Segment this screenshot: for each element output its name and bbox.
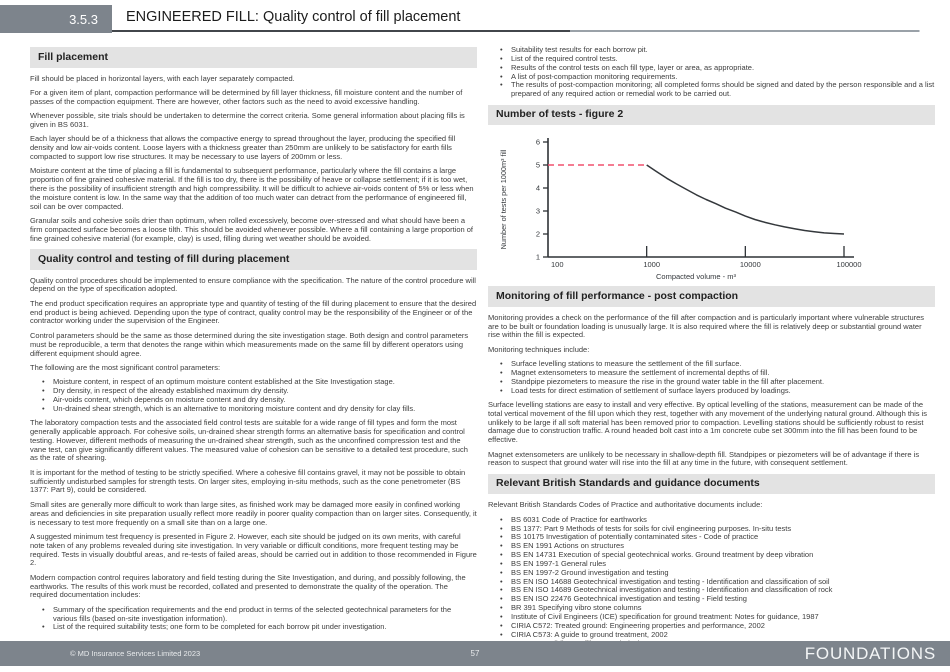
bullet-item: • List of the required suitability tests; one form to be completed for each borrow pit under investigation.	[42, 623, 477, 632]
paragraph: Monitoring techniques include:	[488, 344, 590, 354]
paragraph: Small sites are generally more difficult to work than large sites, as finished work may be damaged more easily in confined working areas and deficiencies in site preparation usually reflect more readily in poorer quality compaction than on larger sites. Consequently, it is necessary to test more frequently on a small site than on a large one.	[30, 499, 477, 527]
bullet-list	[30, 606, 477, 633]
copyright-text: © MD Insurance Services Limited 2023	[70, 649, 201, 658]
section-number-box	[0, 5, 112, 33]
bullet-item: • BS EN ISO 14689 Geotechnical investigation and testing - Identification and classification of rock	[500, 586, 935, 595]
bullet-item: • BS EN 1991 Actions on structures	[500, 542, 935, 551]
bullet-item: • BS EN ISO 14688 Geotechnical investigation and testing - Identification and classification of soil	[500, 578, 935, 587]
bullet-list	[488, 46, 935, 99]
paragraph: Quality control procedures should be implemented to ensure compliance with the specification. The nature of the control procedure will depend on the type of specification adopted.	[30, 275, 476, 294]
paragraph: Monitoring provides a check on the performance of the fill after compaction and is particularly important where vulnerable structures are to be built or foundation loading is unusually large. It is also required where the fill is relatively deep or substantial ground water rise within the fill is expected.	[488, 312, 925, 340]
header-rule	[0, 30, 950, 32]
bullet-item: • List of the required control tests.	[500, 55, 935, 64]
x-tick-label: 1000	[643, 260, 661, 270]
section-heading: Number of tests - figure 2	[488, 105, 935, 126]
bullet-item: • Institute of Civil Engineers (ICE) specification for ground treatment: Notes for guidance, 1987	[500, 613, 935, 622]
bullet-item: • BS 10175 Investigation of potentially contaminated sites - Code of practice	[500, 533, 935, 542]
content-columns	[0, 33, 950, 663]
bullet-item: • The results of post-compaction monitoring; all completed forms should be signed and dated by the person responsible and a list prepared of any required action or remedial work to be carried out.	[500, 81, 935, 99]
section-heading: Fill placement	[30, 47, 477, 68]
bullet-item: • BS EN 14731 Execution of special geotechnical works. Ground treatment by deep vibration	[500, 551, 935, 560]
bullet-item: • BS EN 1997-1 General rules	[500, 560, 935, 569]
y-tick-label: 6	[535, 137, 540, 147]
y-axis-label: Number of tests per 1000m³ fill	[499, 149, 508, 250]
section-number: 3.5.3	[69, 11, 98, 27]
bullet-list	[488, 360, 935, 395]
x-axis-label: Compacted volume - m³	[655, 272, 737, 282]
section-heading: Quality control and testing of fill during placement	[30, 249, 477, 270]
x-tick-label: 100	[551, 260, 564, 270]
figure-2-chart	[488, 132, 935, 282]
paragraph: Surface levelling stations are easy to install and very effective. By optical levelling of the stations, measurement can be made of the total vertical movement of the fill upon which they rest, together with any movement of the underlying natural ground. Although this is unlikely to be large if all soft material has been removed prior to compaction. Levelling stations should be sufficiently robust to resist damage due to construction traffic. A round headed bolt cast into a 1m concrete cube set 300mm into the fill has been found to be effective.	[488, 399, 927, 445]
paragraph: Modern compaction control requires laboratory and field testing during the Site Investigation, and during, and possibly following, the earthworks. The results of this work must be recorded, collated and presented to demonstrate the quality of the operation. The required documentation includes:	[30, 572, 466, 600]
section-heading: Monitoring of fill performance - post compaction	[488, 286, 935, 307]
bullet-item: • Surface levelling stations to measure the settlement of the fill surface.	[500, 360, 935, 369]
bullet-item: • BS 6031 Code of Practice for earthworks	[500, 516, 935, 525]
bullet-item: • Summary of the specification requirements and the end product in terms of the selected geotechnical parameters for the various fills (based on-site investigation information).	[42, 606, 477, 624]
paragraph: A suggested minimum test frequency is presented in Figure 2. However, each site should be judged on its own merits, with careful note taken of any problems revealed during site investigation. In very variable or difficult conditions, more frequent testing may be required. Tests in visually doubtful areas, and re-tests of failed areas, should be carried out in addition to those recommended in Figure 2.	[30, 531, 477, 568]
paragraph: For a given item of plant, compaction performance will be determined by fill layer thickness, fill moisture content and the number of passes of the compaction equipment. There are however, other factors such as the need to avoid excessive handling.	[30, 87, 463, 106]
x-tick-label: 100000	[836, 260, 862, 270]
bullet-item: • Standpipe piezometers to measure the rise in the ground water table in the fill after placement.	[500, 378, 935, 387]
paragraph: Relevant British Standards Codes of Practice and authoritative documents include:	[488, 500, 763, 510]
bullet-item: • BS EN ISO 22476 Geotechnical investigation and testing - Field testing	[500, 595, 935, 604]
y-tick-label: 4	[535, 183, 540, 193]
left-column	[30, 46, 477, 663]
page-header	[0, 0, 950, 33]
x-tick-label: 10000	[739, 260, 761, 270]
paragraph: Whenever possible, site trials should be undertaken to determine the correct criteria. Some general information about placing fills is given in BS 6031.	[30, 111, 465, 129]
paragraph: The laboratory compaction tests and the associated field control tests are suitable for a wide range of fill types and form the most generally applicable approach. For cohesive soils, un-drained shear strength forms an alternative basis for specification and control testing. However, different methods of measuring the un-drained shear strength, such as the unconfined compression test and the vane test, can give significantly different values. The measured value of cohesion can be sensitive to a detailed test procedure, such as the rate of shearing.	[30, 418, 468, 463]
bullet-item: • CIRIA C572: Treated ground: Engineering properties and performance, 2002	[500, 622, 935, 631]
bullet-item: • Results of the control tests on each fill type, layer or area, as appropriate.	[500, 64, 935, 73]
bullet-item: • Moisture content, in respect of an optimum moisture content established at the Site Investigation stage.	[42, 378, 477, 387]
page-number: 57	[470, 649, 480, 658]
y-tick-label: 2	[535, 229, 540, 239]
right-column	[488, 46, 935, 663]
paragraph: Moisture content at the time of placing a fill is fundamental to subsequent performance, particularly where the fill contains a large proportion of fine grained cohesive material. If the fill is too dry, there is the possibility of heave or collapse settlement; if it is too wet, there is the possibility of insufficient strength and high compressibility. It will be difficult to achieve air-voids content of 5% or less when the moisture content is low. In the same way that the addition of too much water can detract from the performance of engineered fill, soil can be over compacted.	[30, 166, 474, 211]
bullet-item: • BS 1377: Part 9 Methods of tests for soils for civil engineering purposes. In-situ tests	[500, 525, 935, 534]
paragraph: Magnet extensometers are unlikely to be necessary in shallow-depth fill. Standpipes or piezometers will be of advantage if there is reason to suspect that ground water will rise into the fill at any time in the future, with consequent settlement.	[488, 449, 920, 468]
bullet-item: • Air-voids content, which depends on moisture content and dry density.	[42, 396, 477, 405]
paragraph: Fill should be placed in horizontal layers, with each layer separately compacted.	[30, 73, 295, 83]
section-heading: Relevant British Standards and guidance documents	[488, 474, 935, 495]
y-tick-label: 3	[535, 206, 540, 216]
paragraph: The following are the most significant control parameters:	[30, 362, 221, 372]
paragraph: Granular soils and cohesive soils drier than optimum, when rolled excessively, become over-stressed and what should have been a firm compacted surface becomes a loose tilth. This should be avoided whenever possible. Where a fill containing a large proportion of fine grained cohesive material (for example, clay) is used, filling during wet weather should be avoided.	[30, 216, 474, 243]
bullet-item: • Un-drained shear strength, which is an alternative to monitoring moisture content and dry density for clay fills.	[42, 405, 477, 414]
bullet-item: • Magnet extensometers to measure the settlement of incremental depths of fill.	[500, 369, 935, 378]
page-title: ENGINEERED FILL: Quality control of fill placement	[126, 9, 461, 25]
bullet-item: • CIRIA C573: A guide to ground treatment, 2002	[500, 631, 935, 640]
page-footer	[0, 641, 950, 666]
bullet-item: • BR 391 Specifying vibro stone columns	[500, 604, 935, 613]
y-tick-label: 5	[535, 160, 540, 170]
bullet-item: • Load tests for direct estimation of settlement of surface layers produced by loadings.	[500, 387, 935, 396]
bullet-list	[30, 378, 477, 413]
bullet-item: • A list of post-compaction monitoring requirements.	[500, 73, 935, 82]
bullet-item: • BS EN 1997-2 Ground investigation and testing	[500, 569, 935, 578]
paragraph: It is important for the method of testing to be strictly specified. Where a cohesive fill contains gravel, it may not be possible to obtain sufficiently undisturbed samples for strength tests. On larger sites, employing in-situ methods, such as the cone penetrometer (BS 1377: Part 9), could be considered.	[30, 467, 466, 495]
y-tick-label: 1	[535, 252, 540, 262]
paragraph: The end product specification requires an appropriate type and quantity of testing of the fill during placement to ensure that the desired end product is being achieved. Depending upon the type of contract, quality control may be the responsibility of the Engineer or of the contractor working under the supervision of the Engineer.	[30, 298, 477, 326]
tests-chart-svg	[488, 132, 935, 282]
bullet-item: • Dry density, in respect of the already established maximum dry density.	[42, 387, 477, 396]
paragraph: Each layer should be of a thickness that allows the compactive energy to spread throughout the layer, producing the specified fill density and low air-voids content. Loose layers with a thickness greater than 250mm are unlikely to be satisfactory for earth fills compacted to support low rise structures. It may be necessary to use layers of 200mm or less.	[30, 134, 456, 161]
bullet-item: • Suitability test results for each borrow pit.	[500, 46, 935, 55]
bullet-list	[488, 516, 935, 658]
series-solid	[647, 165, 844, 234]
paragraph: Control parameters should be the same as those determined during the site investigation stage. Both design and control parameters must be reproducible, a term that denotes the range within which measurements made on the same fill by different operators using different equipment should agree.	[30, 330, 469, 358]
brand-text: FOUNDATIONS	[804, 643, 936, 663]
